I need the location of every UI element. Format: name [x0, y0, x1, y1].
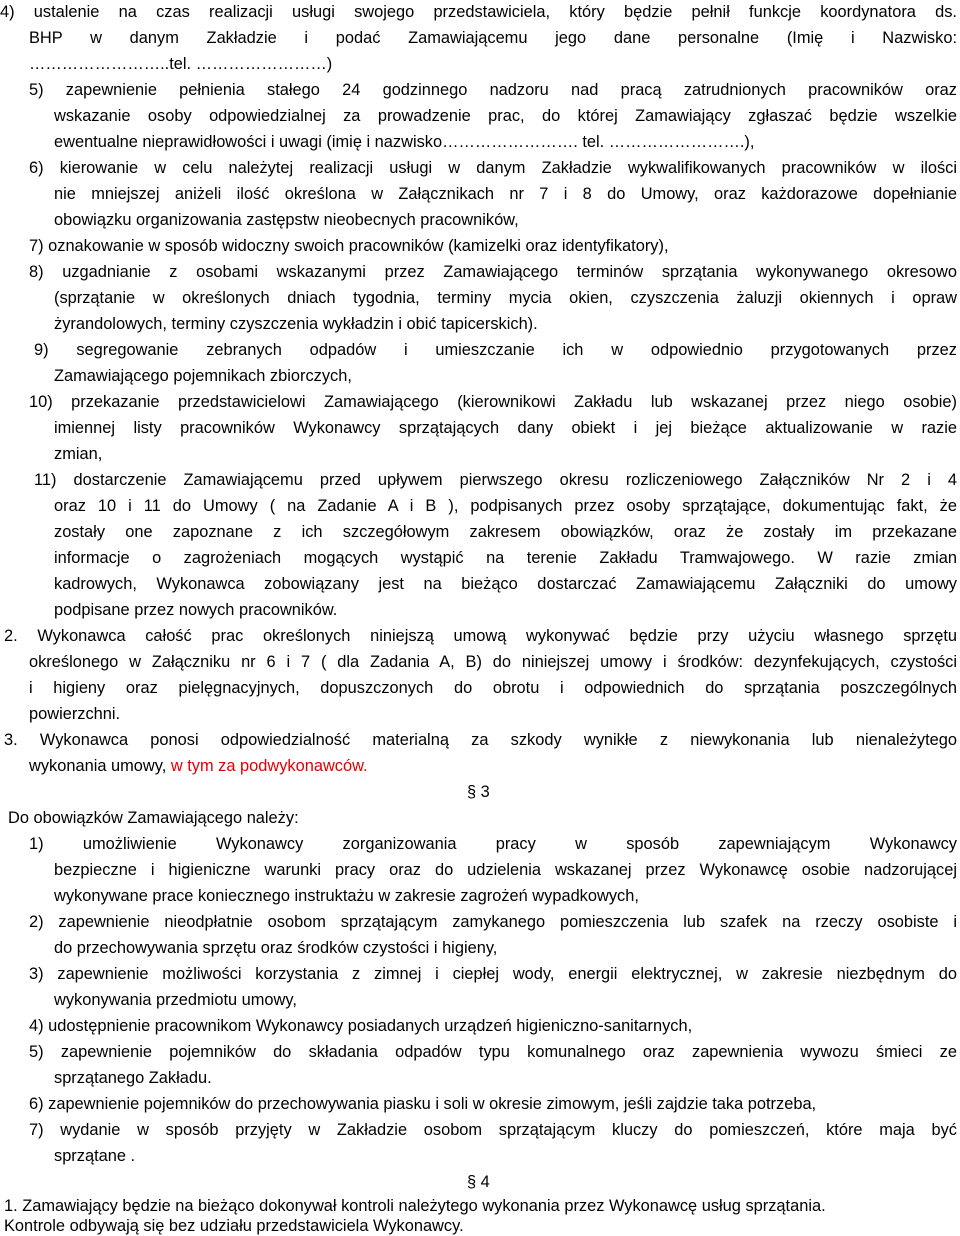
text-line: Kontrole odbywają się bez udziału przedstawiciela Wykonawcy.: [4, 1217, 464, 1235]
text-line: żyrandolowych, terminy czyszczenia wykładzin i obić tapicerskich).: [54, 315, 538, 333]
text-line: bezpieczne i higieniczne warunki pracy oraz do udzielenia wskazanej przez Wykonawcę osobie nadzorującej: [54, 861, 957, 879]
text-line: i higieny oraz pielęgnacyjnych, dopuszczonych do obrotu i odpowiednich do sprzątania poszczególnych: [29, 679, 957, 697]
text-line: [29, 756, 368, 776]
text-line: 4) udostępnienie pracownikom Wykonawcy posiadanych urządzeń higieniczno-sanitarnych,: [29, 1017, 693, 1035]
section-heading: § 3: [467, 783, 490, 801]
text-line: kadrowych, Wykonawca zobowiązany jest na bieżąco dostarczać Zamawiającemu Załączniki do umowy: [54, 575, 957, 593]
text-line: 6) kierowanie w celu należytej realizacji usługi w danym Zakładzie wykwalifikowanych pracowników w ilości: [29, 159, 957, 177]
text-line: wskazanie osoby odpowiedzialnej za prowadzenie prac, do której Zamawiający zgłaszać będzie wszelkie: [54, 107, 957, 125]
text-line: 2. Wykonawca całość prac określonych niniejszą umową wykonywać będzie przy użyciu własnego sprzętu: [4, 627, 957, 645]
text-line: określonego w Załączniku nr 6 i 7 ( dla Zadania A, B) do niniejszej umowy i środków: dezynfekujących, czystości: [29, 653, 957, 671]
text-line: 1) umożliwienie Wykonawcy zorganizowania pracy w sposób zapewniającym Wykonawcy: [29, 835, 957, 853]
text-line: wykonywania przedmiotu umowy,: [54, 991, 297, 1009]
text-line: informacje o zagrożeniach mogących wystąpić na terenie Zakładu Tramwajowego. W razie zmian: [54, 549, 957, 567]
text-line: do przechowywania sprzętu oraz środków czystości i higieny,: [54, 939, 498, 957]
text-line: 7) oznakowanie w sposób widoczny swoich pracowników (kamizelki oraz identyfikatory),: [29, 237, 669, 255]
text-line: 2) zapewnienie nieodpłatnie osobom sprzątającym zamykanego pomieszczenia lub szafek na rzeczy osobiste i: [29, 913, 957, 931]
text-line: 7) wydanie w sposób przyjęty w Zakładzie osobom sprzątającym kluczy do pomieszczeń, które maja być: [29, 1121, 957, 1139]
text-line: 5) zapewnienie pojemników do składania odpadów typu komunalnego oraz zapewnienia wywozu śmieci ze: [29, 1043, 957, 1061]
text-line: obowiązku organizowania zastępstw nieobecnych pracowników,: [54, 211, 519, 229]
text-line: 10) przekazanie przedstawicielowi Zamawiającego (kierownikowi Zakładu lub wskazanej przez niego osobie): [29, 393, 957, 411]
text-line: (sprzątanie w określonych dniach tygodnia, terminy mycia okien, czyszczenia żaluzji okiennych i opraw: [54, 289, 957, 307]
text-line: 3) zapewnienie możliwości korzystania z zimnej i ciepłej wody, energii elektrycznej, w zakresie niezbędnym do: [29, 965, 957, 983]
text-line: Do obowiązków Zamawiającego należy:: [8, 809, 299, 827]
text-line: ……………………..tel. ……………………): [29, 55, 333, 73]
highlighted-text: w tym za podwykonawców.: [170, 757, 368, 775]
text-line: imiennej listy pracowników Wykonawcy sprzątających dany obiekt i jej bieżące aktualizowanie w razie: [54, 419, 957, 437]
text-line: wykonywane prace koniecznego instruktażu w zakresie zagrożeń wypadkowych,: [54, 887, 639, 905]
text-line: oraz 10 i 11 do Umowy ( na Zadanie A i B ), podpisanych przez osoby sprzątające, dokumentując fakt, że: [54, 497, 957, 515]
text-line: podpisane przez nowych pracowników.: [54, 601, 338, 619]
text-line: nie mniejszej aniżeli ilość określona w Załącznikach nr 7 i 8 do Umowy, oraz każdorazowe dopełnianie: [54, 185, 957, 203]
text-line: Zamawiającego pojemnikach zbiorczych,: [54, 367, 352, 385]
text-line: BHP w danym Zakładzie i podać Zamawiającemu jego dane personalne (Imię i Nazwisko:: [29, 29, 957, 47]
text-line: 1. Zamawiający będzie na bieżąco dokonywał kontroli należytego wykonania przez Wykonawcę usług sprzątania.: [4, 1197, 826, 1215]
text-line: 8) uzgadnianie z osobami wskazanymi przez Zamawiającego terminów sprzątania wykonywanego okresowo: [29, 263, 957, 281]
text-line: sprzątanego Zakładu.: [54, 1069, 212, 1087]
text-line: 4) ustalenie na czas realizacji usługi swojego przedstawiciela, który będzie pełnił funkcje koordynatora ds.: [0, 3, 957, 21]
text-span: wykonania umowy,: [29, 757, 171, 775]
section-heading: § 4: [467, 1173, 490, 1191]
text-line: 11) dostarczenie Zamawiającemu przed upływem pierwszego okresu rozliczeniowego Załączników Nr 2 i 4: [34, 471, 957, 489]
text-line: sprzątane .: [54, 1147, 136, 1165]
text-line: powierzchni.: [29, 705, 121, 723]
text-line: zmian,: [54, 445, 103, 463]
text-line: ewentualne nieprawidłowości i uwagi (imię i nazwisko……………………. tel. …………………….),: [54, 133, 755, 151]
text-line: 3. Wykonawca ponosi odpowiedzialność materialną za szkody wynikłe z niewykonania lub nienależytego: [4, 731, 957, 749]
text-line: 9) segregowanie zebranych odpadów i umieszczanie ich w odpowiednio przygotowanych przez: [34, 341, 957, 359]
text-line: 5) zapewnienie pełnienia stałego 24 godzinnego nadzoru nad pracą zatrudnionych pracowników oraz: [29, 81, 957, 99]
text-line: 6) zapewnienie pojemników do przechowywania piasku i soli w okresie zimowym, jeśli zajdzie taka potrzeba,: [29, 1095, 817, 1113]
text-line: zostały one zapoznane z ich szczegółowym zakresem obowiązków, oraz że zostały im przekazane: [54, 523, 957, 541]
